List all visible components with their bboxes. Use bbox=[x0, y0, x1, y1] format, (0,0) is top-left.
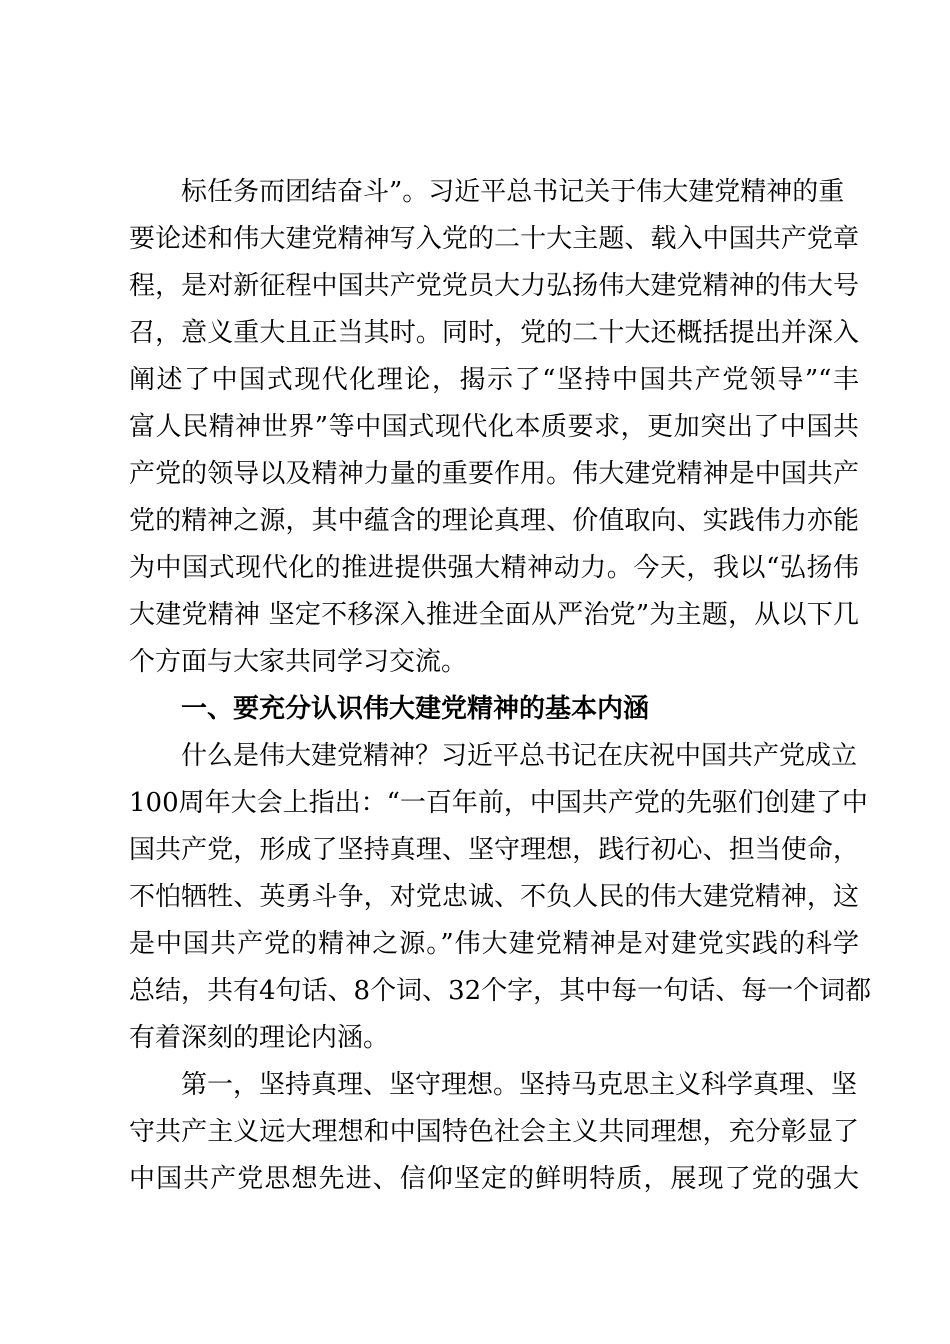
paragraph-1-line-7: 产党的领导以及精神力量的重要作用。伟大建党精神是中国共产 bbox=[129, 459, 859, 489]
paragraph-2-line-6: 总结，共有4句话、8个词、32个字，其中每一句话、每一个词都 bbox=[129, 976, 872, 1006]
paragraph-1-line-10: 大建党精神 坚定不移深入推进全面从严治党”为主题，从以下几 bbox=[129, 600, 859, 630]
paragraph-1-line-4: 召，意义重大且正当其时。同时，党的二十大还概括提出并深入 bbox=[129, 318, 859, 348]
paragraph-3-line-3: 中国共产党思想先进、信仰坚定的鲜明特质，展现了党的强大 bbox=[129, 1164, 859, 1194]
paragraph-1-line-2: 要论述和伟大建党精神写入党的二十大主题、载入中国共产党章 bbox=[129, 224, 859, 254]
paragraph-1-line-3: 程，是对新征程中国共产党党员大力弘扬伟大建党精神的伟大号 bbox=[129, 271, 859, 301]
paragraph-2-line-2: 100周年大会上指出：“一百年前，中国共产党的先驱们创建了中 bbox=[129, 788, 868, 818]
paragraph-1-line-8: 党的精神之源，其中蕴含的理论真理、价值取向、实践伟力亦能 bbox=[129, 506, 859, 536]
paragraph-1-line-6: 富人民精神世界”等中国式现代化本质要求，更加突出了中国共 bbox=[129, 412, 859, 442]
paragraph-3-line-2: 守共产主义远大理想和中国特色社会主义共同理想，充分彰显了 bbox=[129, 1117, 859, 1147]
paragraph-1-line-5: 阐述了中国式现代化理论，揭示了“坚持中国共产党领导”“丰 bbox=[129, 365, 859, 395]
paragraph-2-line-1: 什么是伟大建党精神？习近平总书记在庆祝中国共产党成立 bbox=[181, 741, 858, 771]
section-heading-1: 一、要充分认识伟大建党精神的基本内涵 bbox=[181, 694, 650, 724]
paragraph-1-line-1: 标任务而团结奋斗”。习近平总书记关于伟大建党精神的重 bbox=[181, 177, 845, 207]
paragraph-2-line-4: 不怕牺牲、英勇斗争，对党忠诚、不负人民的伟大建党精神，这 bbox=[129, 882, 859, 912]
paragraph-3-line-1: 第一，坚持真理、坚守理想。坚持马克思主义科学真理、坚 bbox=[181, 1070, 858, 1100]
paragraph-2-line-3: 国共产党，形成了坚持真理、坚守理想，践行初心、担当使命， bbox=[129, 835, 859, 865]
paragraph-2-line-5: 是中国共产党的精神之源。”伟大建党精神是对建党实践的科学 bbox=[129, 929, 859, 959]
paragraph-1-line-11: 个方面与大家共同学习交流。 bbox=[129, 647, 468, 677]
paragraph-1-line-9: 为中国式现代化的推进提供强大精神动力。今天，我以“弘扬伟 bbox=[129, 553, 859, 583]
paragraph-2-line-7: 有着深刻的理论内涵。 bbox=[129, 1023, 390, 1053]
